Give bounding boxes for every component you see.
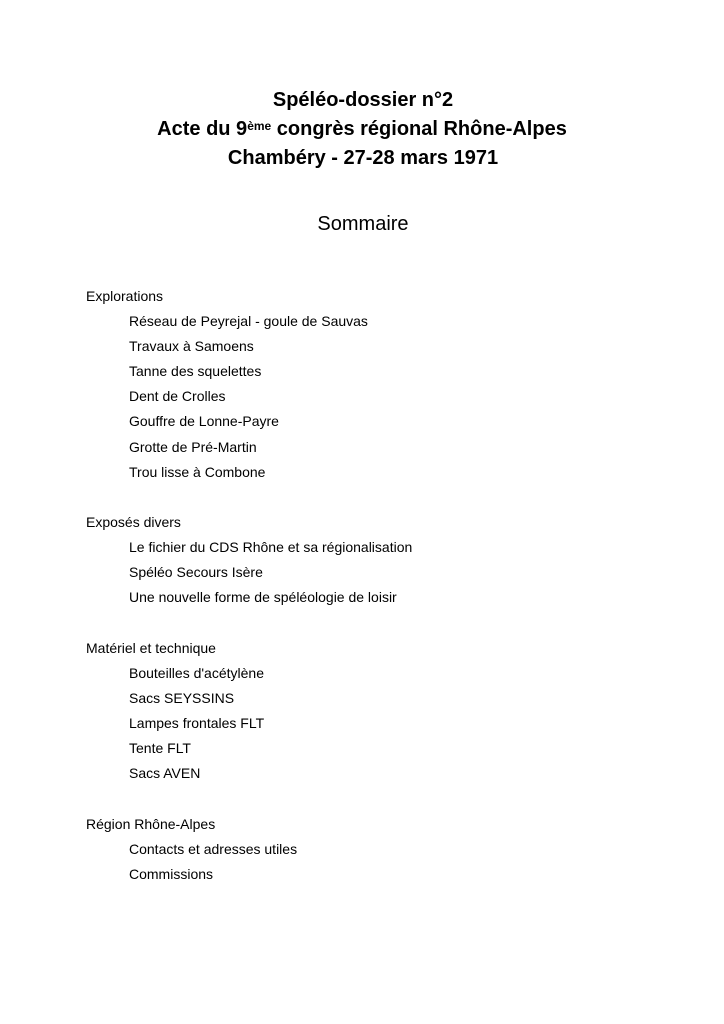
section-heading: Exposés divers xyxy=(86,514,181,530)
sommaire-heading xyxy=(0,210,724,238)
section-region-rhone-alpes xyxy=(86,812,297,887)
toc-item: Une nouvelle forme de spéléologie de loisir xyxy=(129,589,397,606)
document-title xyxy=(0,86,724,173)
toc-item: Bouteilles d'acétylène xyxy=(129,665,264,682)
toc-item: Contacts et adresses utiles xyxy=(129,841,298,858)
toc-item: Spéléo Secours Isère xyxy=(129,564,263,581)
toc-item: Grotte de Pré-Martin xyxy=(129,438,257,455)
toc-item: Gouffre de Lonne-Payre xyxy=(129,413,279,430)
title-line-2 xyxy=(0,115,724,144)
toc-item: Travaux à Samoens xyxy=(129,338,254,355)
title-line-1: Spéléo-dossier n°2 xyxy=(272,89,454,111)
section-exposes-divers xyxy=(86,510,412,610)
section-explorations xyxy=(86,284,368,485)
sommaire-heading-text: Sommaire xyxy=(317,213,409,235)
toc-item: Sacs SEYSSINS xyxy=(129,690,235,707)
toc-item: Trou lisse à Combone xyxy=(129,463,266,480)
section-heading: Région Rhône-Alpes xyxy=(86,816,216,832)
title-line-2-start: Acte du 9 xyxy=(157,118,248,140)
section-heading: Matériel et technique xyxy=(86,640,216,656)
title-ordinal-suffix: ème xyxy=(247,119,272,133)
toc-item: Tente FLT xyxy=(129,740,191,757)
toc-item: Le fichier du CDS Rhône et sa régionalisation xyxy=(129,539,413,556)
toc-item: Commissions xyxy=(129,866,214,883)
toc-item: Sacs AVEN xyxy=(129,765,201,782)
toc-item: Lampes frontales FLT xyxy=(129,715,265,732)
title-line-2-end: congrès régional Rhône-Alpes xyxy=(271,118,567,140)
toc-item: Tanne des squelettes xyxy=(129,363,262,380)
toc-item: Réseau de Peyrejal - goule de Sauvas xyxy=(129,313,368,330)
section-materiel-technique xyxy=(86,636,264,787)
toc-item: Dent de Crolles xyxy=(129,388,226,405)
title-line-3: Chambéry - 27-28 mars 1971 xyxy=(227,147,499,169)
section-heading: Explorations xyxy=(86,288,164,304)
